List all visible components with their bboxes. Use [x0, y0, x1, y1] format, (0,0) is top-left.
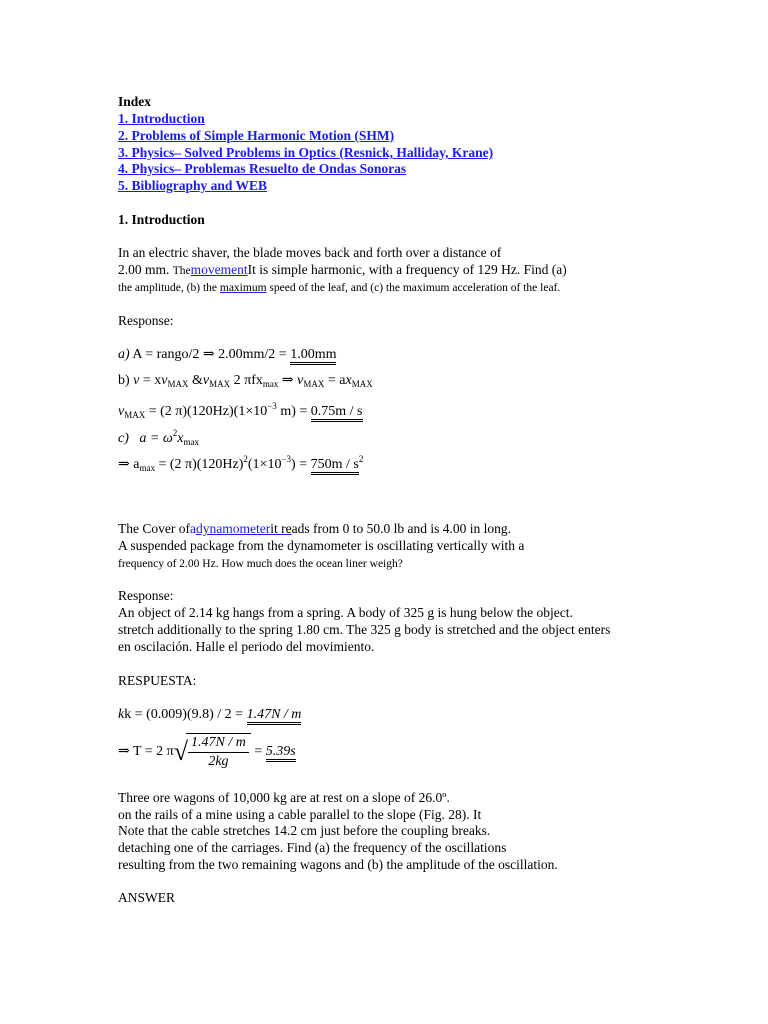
link-dynamometer[interactable]: adynamometer	[189, 521, 271, 536]
index-heading: Index	[118, 94, 152, 109]
equation-period: ⇒ T = 2 π√ $\frac{1.47N / m}{2kg}$ = 5.39s	[118, 735, 296, 769]
link-maximum[interactable]: maximum	[219, 282, 267, 294]
problem1-line3: the amplitude, (b) the maximum speed of the leaf, and (c) the maximum acceleration of the leaf.	[118, 282, 561, 294]
respuesta-label: RESPUESTA:	[118, 673, 197, 688]
index-link-optics-problems[interactable]: 3. Physics– Solved Problems in Optics (Resnick, Halliday, Krane)	[118, 145, 494, 160]
problem1-line1: In an electric shaver, the blade moves back and forth over a distance of	[118, 245, 502, 260]
problem4-line5: resulting from the two remaining wagons and (b) the amplitude of the oscillation.	[118, 857, 558, 872]
problem3-line1: An object of 2.14 kg hangs from a spring. A body of 325 g is hung below the object.	[118, 605, 573, 620]
equation-spring-constant: kk = (0.009)(9.8) / 2 = 1.47N / m	[118, 706, 301, 724]
problem2-line3: frequency of 2.00 Hz. How much does the ocean liner weigh?	[118, 558, 403, 570]
answer-label: ANSWER	[118, 890, 175, 905]
problem4-line3: Note that the cable stretches 14.2 cm just before the coupling breaks.	[118, 823, 491, 838]
response-label-1: Response:	[118, 313, 174, 328]
problem3-line3: en oscilación. Halle el periodo del movimiento.	[118, 639, 375, 654]
equation-amplitude: a) A = rango/2 ⇒ 2.00mm/2 = 1.00mm	[118, 346, 336, 364]
index-link-bibliography[interactable]: 5. Bibliography and WEB	[118, 178, 268, 193]
problem3-line2: stretch additionally to the spring 1.80 cm. The 325 g body is stretched and the object enters	[118, 622, 611, 637]
problem4-line2: on the rails of a mine using a cable parallel to the slope (Fig. 28). It	[118, 807, 482, 822]
problem2-line2: A suspended package from the dynamometer is oscillating vertically with a	[118, 538, 525, 553]
index-link-sound-waves[interactable]: 4. Physics– Problemas Resuelto de Ondas Sonoras	[118, 161, 407, 176]
equation-max-velocity: $v_{MAX} = (2$ $\pi)(120Hz)(1\times 10^{-3}$ m) = 0.75m / s	[118, 401, 363, 420]
section-heading-introduction: 1. Introduction	[118, 212, 205, 227]
index-link-introduction[interactable]: 1. Introduction	[118, 111, 205, 126]
problem2-line1: The Cover ofadynamometerit reads from 0 to 50.0 lb and is 4.00 in long.	[118, 521, 511, 536]
equation-max-acceleration: ⇒ $a_{max} = (2$ $\pi)(120Hz)^2(1\times 10^{-3}) = 750m / s^2$	[118, 454, 364, 473]
equation-acceleration: c) $a = \omega^2x_{max}$	[118, 428, 199, 447]
response-label-2: Response:	[118, 588, 174, 603]
link-movement[interactable]: movement	[190, 262, 248, 277]
equation-velocity-relation: b) $v = xv_{MAX}$ $\&v_{MAX}$ 2 πfx$_{max}$ ⇒ $v_{MAX} = ax_{MAX}$	[118, 373, 373, 389]
problem4-line4: detaching one of the carriages. Find (a) the frequency of the oscillations	[118, 840, 507, 855]
problem4-line1: Three ore wagons of 10,000 kg are at rest on a slope of 26.0º.	[118, 790, 450, 805]
problem1-line2: 2.00 mm. ThemovementIt is simple harmonic, with a frequency of 129 Hz. Find (a)	[118, 262, 567, 277]
index-link-shm-problems[interactable]: 2. Problems of Simple Harmonic Motion (SHM)	[118, 128, 395, 143]
